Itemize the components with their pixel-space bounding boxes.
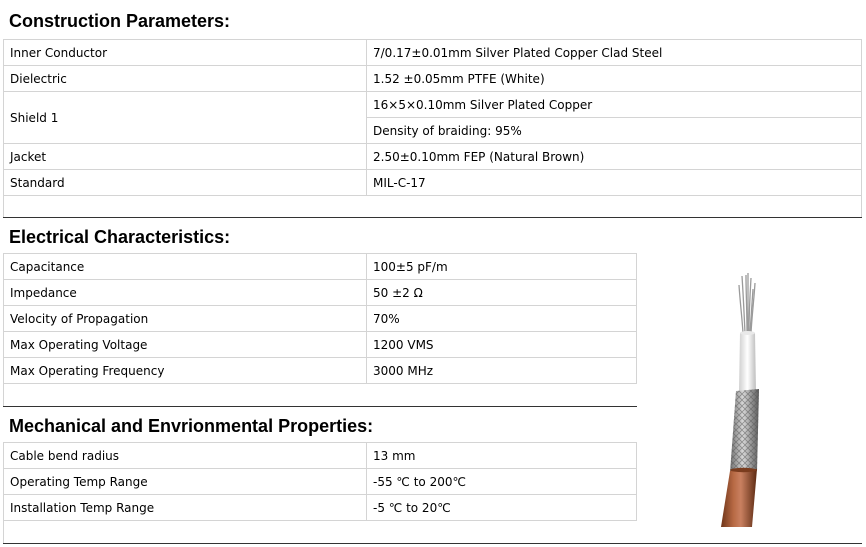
row-value: Density of braiding: 95% [367, 118, 862, 144]
row-label: Dielectric [4, 66, 367, 92]
electrical-table [3, 253, 637, 384]
row-value: -55 ℃ to 200℃ [367, 469, 637, 495]
table-row [4, 332, 637, 358]
spec-sheet [3, 3, 862, 544]
table-row [4, 144, 862, 170]
coaxial-cable-photo-icon [703, 271, 783, 527]
row-value: 1200 VMS [367, 332, 637, 358]
row-label: Standard [4, 170, 367, 196]
table-row [4, 306, 637, 332]
divider [3, 193, 4, 217]
row-label: Jacket [4, 144, 367, 170]
row-value: 2.50±0.10mm FEP (Natural Brown) [367, 144, 862, 170]
table-row [4, 280, 637, 306]
row-label: Shield 1 [4, 92, 367, 144]
table-row [4, 495, 637, 521]
row-label: Velocity of Propagation [4, 306, 367, 332]
electrical-heading-row [3, 219, 637, 253]
row-label: Inner Conductor [4, 40, 367, 66]
row-label: Installation Temp Range [4, 495, 367, 521]
divider [861, 193, 862, 217]
construction-heading-row [3, 3, 862, 37]
construction-title: Construction Parameters: [9, 11, 231, 31]
table-row [4, 40, 862, 66]
row-label: Cable bend radius [4, 443, 367, 469]
table-row [4, 443, 637, 469]
divider [3, 381, 4, 407]
electrical-title: Electrical Characteristics: [9, 227, 231, 247]
row-label: Impedance [4, 280, 367, 306]
table-row [4, 254, 637, 280]
row-value: MIL-C-17 [367, 170, 862, 196]
row-label: Max Operating Voltage [4, 332, 367, 358]
table-row [4, 358, 637, 384]
table-row [4, 170, 862, 196]
row-value: 13 mm [367, 443, 637, 469]
mechanical-title: Mechanical and Envrionmental Properties: [9, 416, 374, 436]
table-row [4, 92, 862, 118]
row-value: 100±5 pF/m [367, 254, 637, 280]
construction-table [3, 39, 862, 196]
row-value: 50 ±2 Ω [367, 280, 637, 306]
mechanical-table [3, 442, 637, 521]
row-label: Operating Temp Range [4, 469, 367, 495]
row-value: 70% [367, 306, 637, 332]
row-value: -5 ℃ to 20℃ [367, 495, 637, 521]
row-label: Capacitance [4, 254, 367, 280]
table-row [4, 469, 637, 495]
row-value: 1.52 ±0.05mm PTFE (White) [367, 66, 862, 92]
section-divider [3, 543, 862, 544]
row-label: Max Operating Frequency [4, 358, 367, 384]
mechanical-heading-row [3, 408, 637, 442]
row-value: 3000 MHz [367, 358, 637, 384]
section-divider [3, 406, 637, 407]
divider [3, 519, 4, 543]
row-value: 7/0.17±0.01mm Silver Plated Copper Clad Steel [367, 40, 862, 66]
section-divider [3, 217, 862, 218]
table-row [4, 66, 862, 92]
row-value: 16×5×0.10mm Silver Plated Copper [367, 92, 862, 118]
conductor-strands [739, 273, 755, 333]
